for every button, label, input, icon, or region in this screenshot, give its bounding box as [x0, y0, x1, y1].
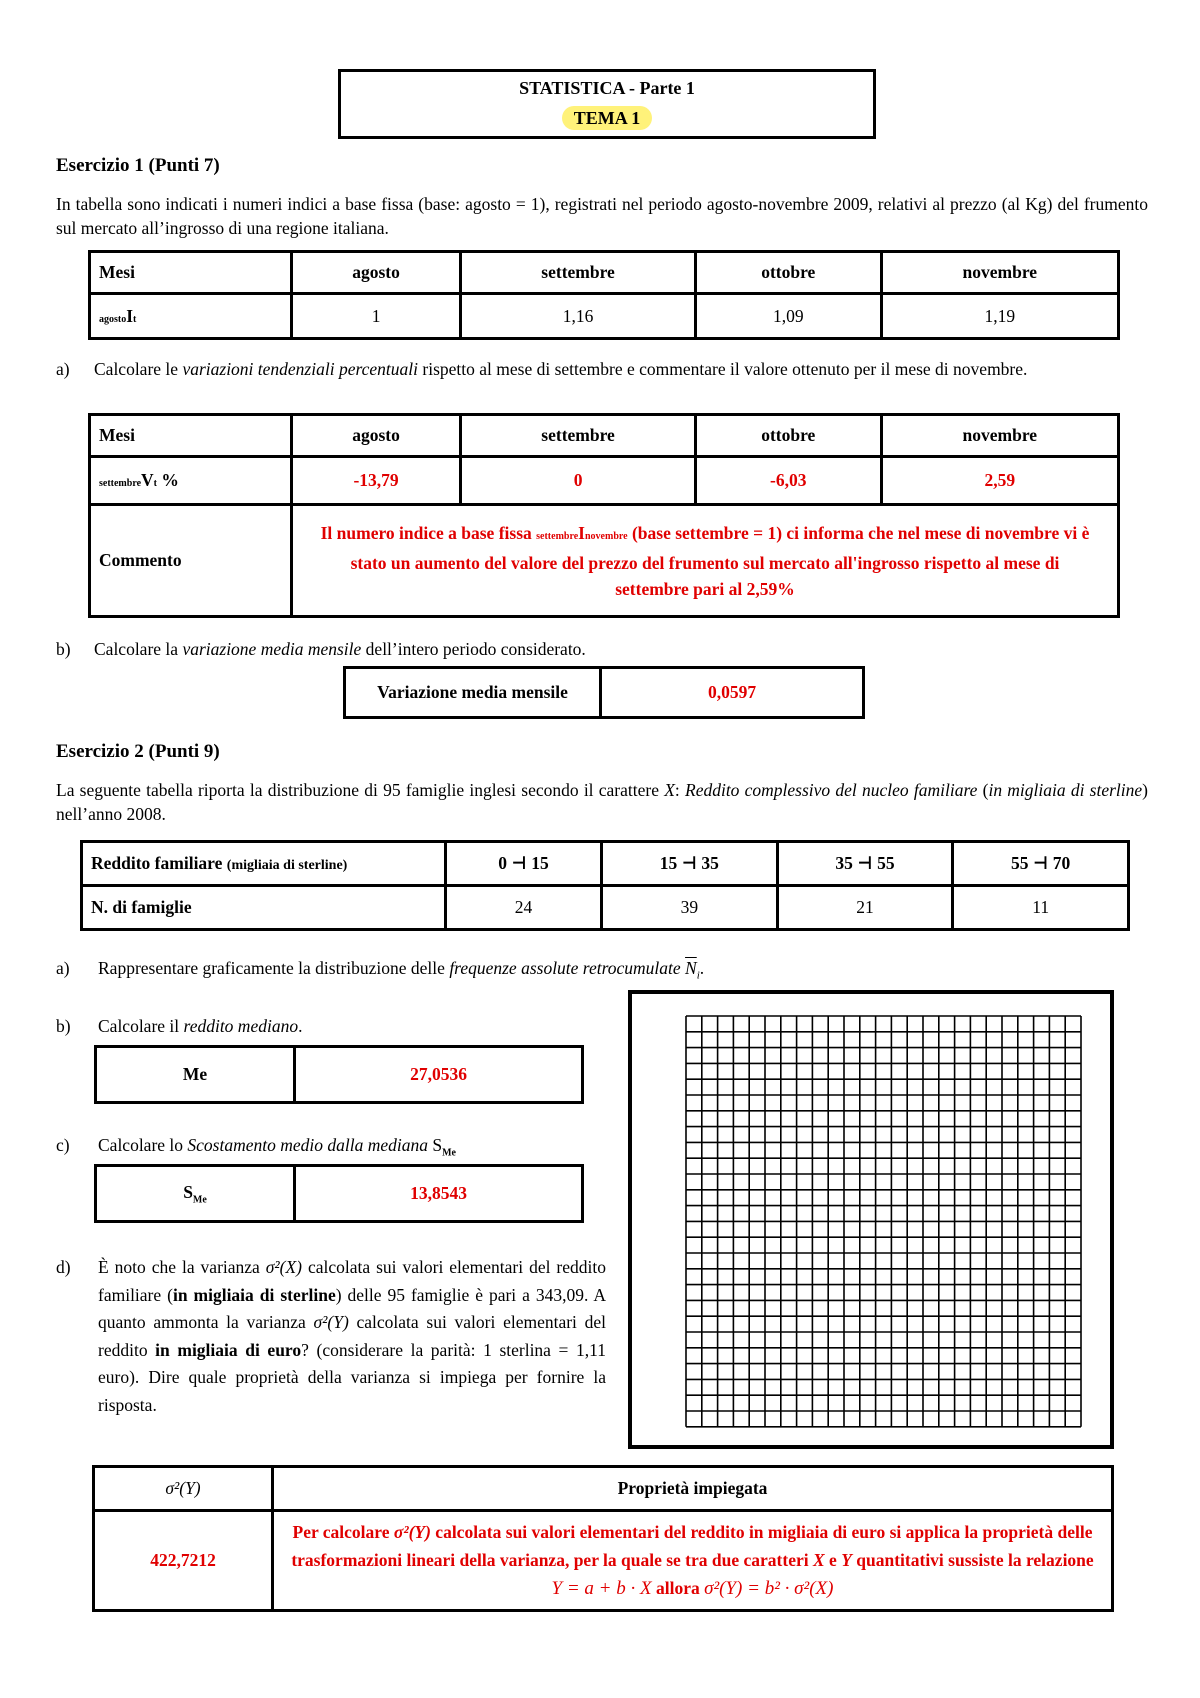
month-ottobre: ottobre	[696, 415, 882, 457]
header-box	[338, 69, 876, 139]
tema-label: TEMA 1	[562, 106, 653, 130]
income-class: 15 ⊣ 35	[602, 842, 778, 886]
ex1-table2	[88, 413, 1120, 618]
ex2-question-d: d) È noto che la varianza σ²(X) calcolata sui valori elementari del reddito familiare (in migliaia di sterline) delle 95 famiglie è pari a 343,09. A quanto ammonta la varianza σ²(Y) calcolata sui valori elementari del reddito in migliaia di euro? (considerare la parità: 1 sterlina = 1,11 euro). Dire quale proprietà della varianza si impiega per fornire la risposta.	[56, 1257, 607, 1415]
families-count: 39	[602, 886, 778, 930]
graph-frame	[628, 990, 1114, 1449]
income-class: 35 ⊣ 55	[777, 842, 953, 886]
ex2-question-c: c) Calcolare lo Scostamento medio dalla mediana $S_{Me}$	[56, 1135, 456, 1159]
index-value: 1	[292, 294, 461, 339]
me-table	[94, 1045, 584, 1104]
final-table	[92, 1465, 1114, 1612]
families-count: 24	[446, 886, 602, 930]
ex2-question-b: b) Calcolare il reddito mediano.	[56, 1016, 303, 1036]
families-count: 11	[953, 886, 1129, 930]
index-row-label: agostoIt	[90, 294, 292, 339]
month-agosto: agosto	[292, 415, 461, 457]
variation-value: -13,79	[292, 457, 461, 505]
table-header-mesi: Mesi	[90, 252, 292, 294]
sme-table	[94, 1164, 584, 1223]
families-count: 21	[777, 886, 953, 930]
variation-value: -6,03	[696, 457, 882, 505]
month-agosto: agosto	[292, 252, 461, 294]
me-label: Me	[96, 1047, 295, 1103]
ex2-heading: Esercizio 2 (Punti 9)	[56, 741, 220, 762]
index-value: 1,19	[881, 294, 1118, 339]
media-label: Variazione media mensile	[345, 668, 601, 718]
ex1-table1	[88, 250, 1120, 340]
ex1-heading: Esercizio 1 (Punti 7)	[56, 155, 220, 176]
graph-grid	[632, 994, 1110, 1445]
final-explanation: Per calcolare σ²(Y) calcolata sui valori elementari del reddito in migliaia di euro si applica la proprietà delle trasformazioni lineari della varianza, per la quale se tra due caratteri X e Y quantitativi sussiste la relazione Y = a + b · X allora σ²(Y) = b² · σ²(X)	[273, 1511, 1113, 1611]
comment-label: Commento	[90, 505, 292, 617]
ex1-media-table	[343, 666, 865, 719]
table-header-mesi: Mesi	[90, 415, 292, 457]
me-value: 27,0536	[295, 1047, 583, 1103]
final-head-sigma: σ²(Y)	[94, 1467, 273, 1511]
ex2-table	[80, 840, 1130, 931]
month-settembre: settembre	[461, 415, 696, 457]
variation-value: 2,59	[881, 457, 1118, 505]
month-novembre: novembre	[881, 415, 1118, 457]
index-value: 1,16	[461, 294, 696, 339]
income-row-label: Reddito familiare (migliaia di sterline)	[82, 842, 446, 886]
n-bar-symbol: $\overline{N}$	[685, 958, 697, 978]
variation-row-label: settembreVt %	[90, 457, 292, 505]
comment-text: Il numero indice a base fissa settembreInovembre (base settembre = 1) ci informa che nel mese di novembre vi è stato un aumento del valore del prezzo del frumento sul mercato all'ingrosso rispetto al mese di settembre pari al 2,59%	[292, 505, 1119, 617]
month-ottobre: ottobre	[696, 252, 882, 294]
income-class: 0 ⊣ 15	[446, 842, 602, 886]
media-value: 0,0597	[601, 668, 864, 718]
ex1-question-b: b) Calcolare la variazione media mensile dell’intero periodo considerato.	[56, 639, 586, 659]
sme-label: $S_{Me}$	[96, 1166, 295, 1222]
sme-value: 13,8543	[295, 1166, 583, 1222]
income-class: 55 ⊣ 70	[953, 842, 1129, 886]
variation-value: 0	[461, 457, 696, 505]
ex1-question-a: a) Calcolare le variazioni tendenziali percentuali rispetto al mese di settembre e commentare il valore ottenuto per il mese di novembre.	[56, 359, 1028, 379]
month-settembre: settembre	[461, 252, 696, 294]
final-value: 422,7212	[94, 1511, 273, 1611]
families-row-label: N. di famiglie	[82, 886, 446, 930]
ex2-question-a: a) Rappresentare graficamente la distribuzione delle frequenze assolute retrocumulate $\overline{N}_i$.	[56, 958, 705, 982]
final-head-prop: Proprietà impiegata	[273, 1467, 1113, 1511]
month-novembre: novembre	[881, 252, 1118, 294]
ex1-intro: In tabella sono indicati i numeri indici a base fissa (base: agosto = 1), registrati nel periodo agosto-novembre 2009, relativi al prezzo (al Kg) del frumento sul mercato all’ingrosso di una regione italiana.	[56, 194, 1148, 238]
index-value: 1,09	[696, 294, 882, 339]
header-title: STATISTICA - Parte 1	[519, 78, 695, 98]
ex2-intro: La seguente tabella riporta la distribuzione di 95 famiglie inglesi secondo il carattere X: Reddito complessivo del nucleo familiare (in migliaia di sterline) nell’anno 2008.	[56, 780, 1148, 824]
